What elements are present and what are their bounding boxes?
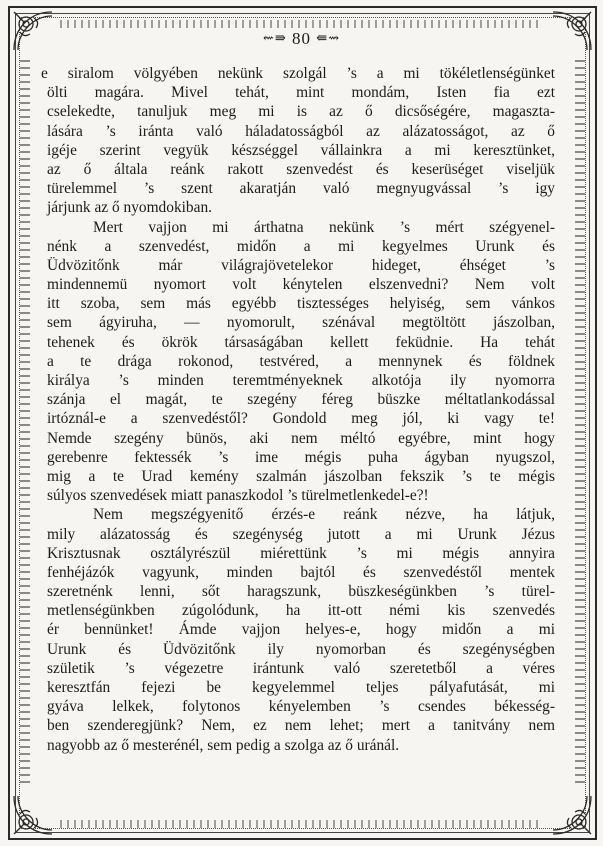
- text-line: ben szenderegjünk? Nem, ez nem lehet; mert a tanitvány nem: [47, 717, 555, 735]
- text-line: ér bennünket! Ámde vajjon helyes-e, hogy midőn a mi: [47, 621, 555, 639]
- text-line: nagyobb az ő mesterénél, sem pedig a szolga az ő uránál.: [47, 736, 400, 754]
- text-line: Urunk és Üdvözitőnk ily nyomorban és szegénységben: [47, 640, 555, 658]
- text-line: cselekedte, tanuljuk meg mi is az ő dicsőségére, magaszta-: [47, 103, 555, 121]
- text-line: keresztfán fejezi be kegyelemmel teljes pályafutását, mi: [47, 679, 555, 696]
- text-line: sem ágyiruha, — nyomorult, szénával megtöltött jászolban,: [47, 314, 555, 332]
- left-border-ornament: [20, 60, 30, 786]
- text-line: fenhéjázók vagyunk, minden bajtól és szenvedéstől mentek: [47, 563, 555, 581]
- top-border-ornament: [60, 20, 543, 28]
- body-text: [41, 64, 555, 755]
- text-line: itt szoba, sem más egyébb tisztességes helyiség, sem vánkos: [47, 295, 555, 313]
- text-line: nénk a szenvedést, midőn a mi kegyelmes Urunk és: [47, 237, 555, 255]
- text-line: mindennemü nyomort volt kénytelen elszenvedni? Nem volt: [47, 276, 555, 294]
- right-border-ornament: [575, 60, 585, 786]
- text-line: mily alázatosság és szegénység jutott a mi Urunk Jézus: [47, 525, 555, 543]
- text-line: e siralom völgyében nekünk szolgál ’s a mi tökéletlenségünket: [41, 65, 555, 82]
- text-line: királya ’s minden teremtményeknek alkotója ily nyomorra: [47, 372, 555, 389]
- text-line: a te drága rokonod, testvéred, a mennynek és földnek: [47, 352, 555, 370]
- text-line: Krisztusnak osztályrészül miérettünk ’s mi mégis annyira: [47, 544, 555, 562]
- text-line: Nem megszégyenitő érzés-e reánk nézve, ha látjuk,: [93, 506, 555, 524]
- text-line: az ő általa reánk rakott szenvedést és keserüséget viseljük: [47, 160, 555, 178]
- page-number-ornament-right: ⇚⇝: [316, 30, 341, 45]
- text-line: súlyos szenvedések miatt panaszkodol ’s türelmetlenkedel-e?!: [47, 487, 429, 505]
- text-line: türelemmel ’s szent akaratján való megnyugvással ’s igy: [47, 180, 555, 198]
- page-number: 80: [292, 29, 311, 48]
- text-line: Üdvözitőnk már világrajövetelekor hideget, éhséget ’s: [47, 256, 555, 274]
- text-line: ölti magára. Mivel tehát, mint mondám, Isten fia ezt: [47, 84, 555, 102]
- text-line: járjunk az ő nyomdokiban.: [47, 199, 212, 217]
- text-line: Nemde szegény bünös, aki nem méltó egyébre, mint hogy: [47, 429, 555, 447]
- page-number-ornament-left: ⇜⇛: [262, 30, 287, 45]
- text-line: tehenek és ökrök társaságában kellett feküdnie. Ha tehát: [47, 333, 555, 351]
- text-line: szeretnénk lenni, sőt haragszunk, büszkeségünkben ’s türel-: [47, 583, 555, 601]
- corner-ornament-bottom-right: [549, 792, 595, 838]
- text-line: szánja el magát, te szegény féreg büszke méltatlankodással: [47, 391, 555, 409]
- text-line: Mert vajjon mi árthatna nekünk ’s mért szégyenel-: [93, 218, 555, 236]
- text-line: igéje szerint vegyük készséggel vállainkra a mi keresztünket,: [47, 141, 555, 159]
- text-line: lására ’s iránta való háladatosságból az alázatosságot, az ő: [47, 122, 555, 140]
- text-line: mig a te Urad kemény szalmán jászolban fekszik ’s te mégis: [47, 467, 555, 485]
- page-header: [0, 29, 603, 49]
- corner-ornament-bottom-left: [10, 792, 56, 838]
- text-line: gyáva lelkek, folytonos kényelemben ’s csendes békesség-: [47, 698, 555, 716]
- text-line: irtóznál-e a szenvedéstől? Gondold meg jól, ki vagy te!: [47, 410, 555, 428]
- text-line: születik ’s végezetre irántunk való szeretetből a véres: [47, 659, 555, 677]
- text-line: metlenségünkben zúgolódunk, ha itt-ott némi kis szenvedés: [47, 602, 555, 620]
- bottom-border-ornament: [60, 820, 543, 828]
- text-line: gerebenre fektessék ’s ime mégis puha ágyban nyugszol,: [47, 448, 555, 466]
